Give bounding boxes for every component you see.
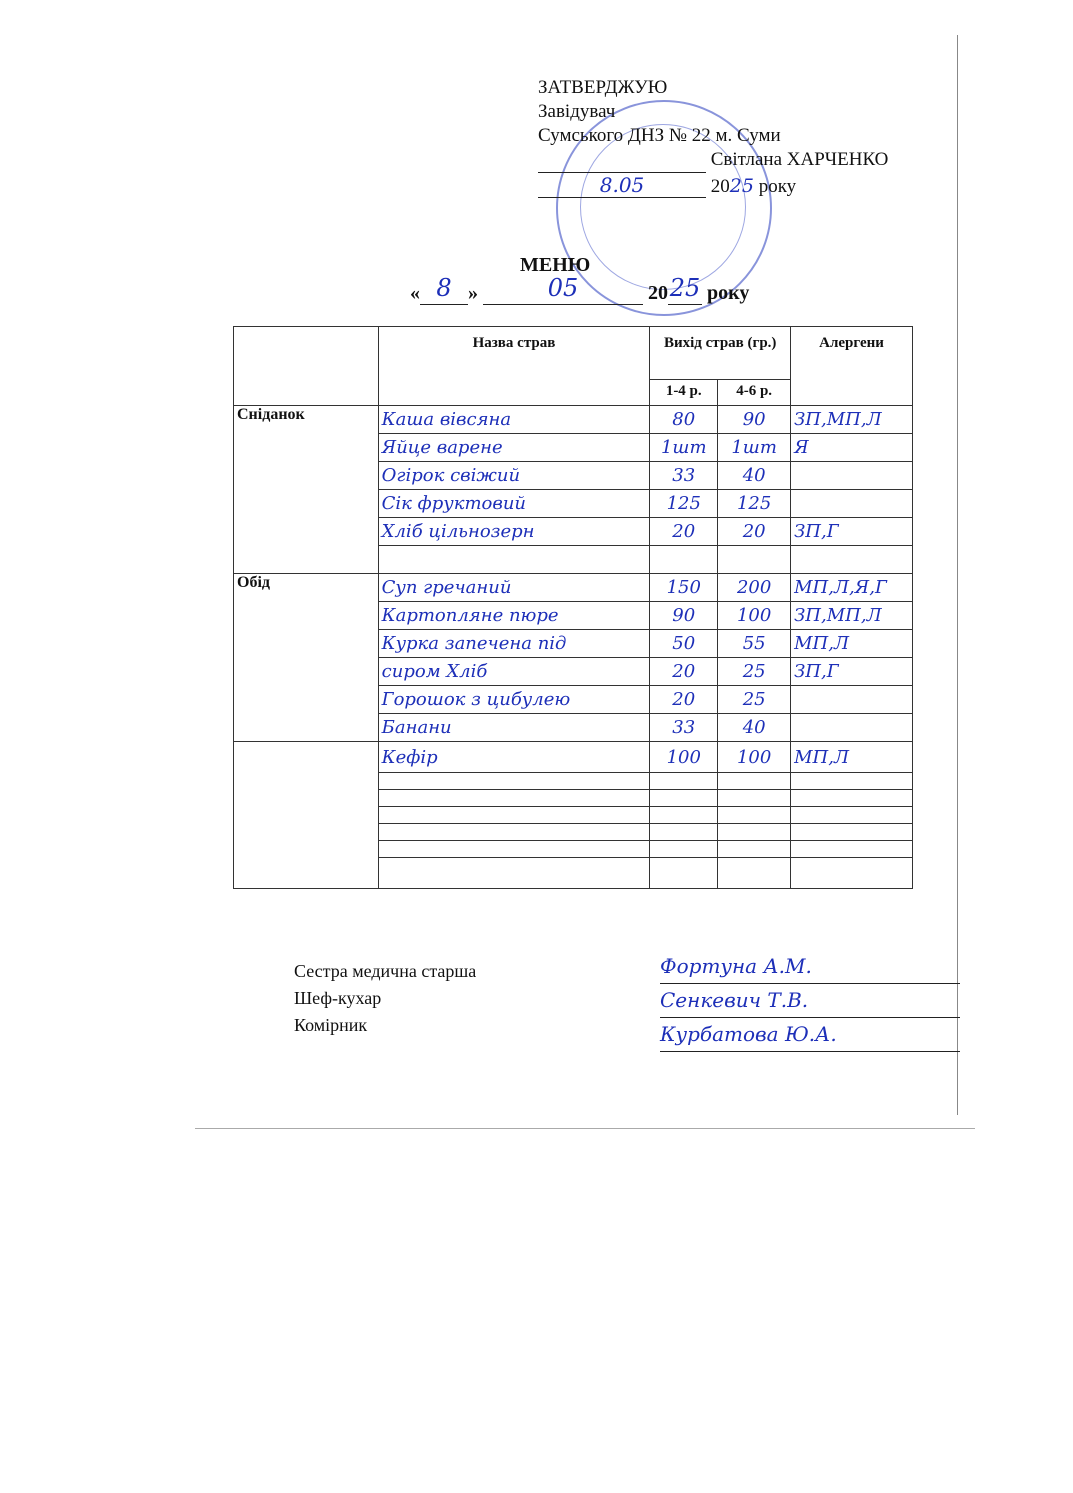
signature-chef: Сенкевич Т.В. xyxy=(660,984,960,1018)
allergens: МП,Л xyxy=(791,630,913,658)
portion-1-4 xyxy=(650,824,718,841)
allergens xyxy=(791,462,913,490)
approval-institution: Сумського ДНЗ № 22 м. Суми xyxy=(538,125,781,146)
menu-date-day: 8 xyxy=(436,274,452,302)
portion-4-6: 125 xyxy=(718,490,791,518)
portion-4-6: 100 xyxy=(718,602,791,630)
approval-signature-line xyxy=(538,148,888,173)
portion-1-4: 33 xyxy=(650,714,718,742)
menu-year-suffix: 25 xyxy=(669,274,701,302)
header-meal xyxy=(234,327,379,406)
dish-name: Каша вівсяна xyxy=(378,406,650,434)
header-output: Вихід страв (гр.) xyxy=(650,327,791,380)
dish-name xyxy=(378,824,650,841)
approval-date-day: 8.05 xyxy=(538,173,706,198)
meal-snack xyxy=(234,742,379,889)
table-row xyxy=(234,406,913,434)
allergens: ЗП,МП,Л xyxy=(791,406,913,434)
menu-table xyxy=(233,326,913,889)
portion-4-6: 25 xyxy=(718,658,791,686)
dish-name: Горошок з цибулею xyxy=(378,686,650,714)
portion-1-4: 20 xyxy=(650,518,718,546)
approval-date-line: 8.05 2025 року xyxy=(538,173,888,199)
allergens: МП,Л xyxy=(791,742,913,773)
dish-name xyxy=(378,790,650,807)
portion-1-4: 90 xyxy=(650,602,718,630)
portion-4-6: 40 xyxy=(718,462,791,490)
portion-1-4: 100 xyxy=(650,742,718,773)
portion-1-4: 20 xyxy=(650,658,718,686)
portion-4-6 xyxy=(718,841,791,858)
allergens xyxy=(791,546,913,574)
portion-1-4: 33 xyxy=(650,462,718,490)
portion-4-6: 55 xyxy=(718,630,791,658)
menu-date-month: 05 xyxy=(547,274,579,302)
portion-4-6 xyxy=(718,858,791,889)
portion-4-6: 40 xyxy=(718,714,791,742)
portion-4-6 xyxy=(718,807,791,824)
portion-1-4: 80 xyxy=(650,406,718,434)
header-allergens: Алергени xyxy=(791,327,913,406)
portion-4-6: 90 xyxy=(718,406,791,434)
table-header-row xyxy=(234,327,913,380)
dish-name: Хліб цільнозерн xyxy=(378,518,650,546)
portion-1-4 xyxy=(650,841,718,858)
allergens xyxy=(791,490,913,518)
menu-title: МЕНЮ xyxy=(520,254,591,276)
dish-name: Картопляне пюре xyxy=(378,602,650,630)
dish-name xyxy=(378,858,650,889)
menu-date: « 8 » 05 20 25 року xyxy=(410,274,750,304)
role-senior-nurse: Сестра медична старша xyxy=(294,961,477,981)
dish-name: Суп гречаний xyxy=(378,574,650,602)
portion-1-4 xyxy=(650,546,718,574)
portion-4-6: 1шт xyxy=(718,434,791,462)
role-chef: Шеф-кухар xyxy=(294,988,382,1008)
dish-name: сиром Хліб xyxy=(378,658,650,686)
allergens: ЗП,Г xyxy=(791,518,913,546)
portion-1-4: 125 xyxy=(650,490,718,518)
allergens: ЗП,МП,Л xyxy=(791,602,913,630)
dish-name xyxy=(378,546,650,574)
approval-position: Завідувач xyxy=(538,101,616,122)
dish-name xyxy=(378,773,650,790)
portion-1-4 xyxy=(650,807,718,824)
allergens xyxy=(791,790,913,807)
header-age-1-4: 1-4 р. xyxy=(650,380,718,406)
allergens xyxy=(791,714,913,742)
approval-block xyxy=(538,76,888,199)
portion-4-6: 200 xyxy=(718,574,791,602)
header-dish: Назва страв xyxy=(378,327,650,406)
allergens xyxy=(791,807,913,824)
allergens: ЗП,Г xyxy=(791,658,913,686)
portion-4-6 xyxy=(718,824,791,841)
allergens xyxy=(791,841,913,858)
meal-breakfast: Сніданок xyxy=(234,406,379,574)
portion-4-6 xyxy=(718,773,791,790)
header-age-4-6: 4-6 р. xyxy=(718,380,791,406)
staff-signatures xyxy=(660,950,960,1052)
dish-name xyxy=(378,807,650,824)
signature-storekeeper: Курбатова Ю.А. xyxy=(660,1018,960,1052)
portion-1-4 xyxy=(650,773,718,790)
dish-name: Курка запечена під xyxy=(378,630,650,658)
portion-4-6: 25 xyxy=(718,686,791,714)
dish-name: Огірок свіжий xyxy=(378,462,650,490)
role-storekeeper: Комірник xyxy=(294,1015,368,1035)
page-bottom-line xyxy=(195,1128,975,1129)
staff-roles xyxy=(294,958,476,1039)
portion-4-6 xyxy=(718,546,791,574)
portion-1-4 xyxy=(650,858,718,889)
portion-1-4: 150 xyxy=(650,574,718,602)
dish-name: Яйце варене xyxy=(378,434,650,462)
table-row xyxy=(234,574,913,602)
signature-nurse: Фортуна А.М. xyxy=(660,950,960,984)
dish-name: Банани xyxy=(378,714,650,742)
allergens xyxy=(791,773,913,790)
allergens: Я xyxy=(791,434,913,462)
portion-4-6: 20 xyxy=(718,518,791,546)
allergens: МП,Л,Я,Г xyxy=(791,574,913,602)
allergens xyxy=(791,858,913,889)
portion-4-6: 100 xyxy=(718,742,791,773)
approval-heading: ЗАТВЕРДЖУЮ xyxy=(538,77,668,98)
allergens xyxy=(791,686,913,714)
portion-1-4: 1шт xyxy=(650,434,718,462)
portion-1-4: 50 xyxy=(650,630,718,658)
dish-name: Кефір xyxy=(378,742,650,773)
allergens xyxy=(791,824,913,841)
dish-name: Сік фруктовий xyxy=(378,490,650,518)
portion-1-4 xyxy=(650,790,718,807)
meal-lunch: Обід xyxy=(234,574,379,742)
approval-name: Світлана ХАРЧЕНКО xyxy=(710,149,889,170)
approval-year-suffix: 25 xyxy=(729,175,754,197)
dish-name xyxy=(378,841,650,858)
portion-4-6 xyxy=(718,790,791,807)
portion-1-4: 20 xyxy=(650,686,718,714)
table-row xyxy=(234,742,913,773)
